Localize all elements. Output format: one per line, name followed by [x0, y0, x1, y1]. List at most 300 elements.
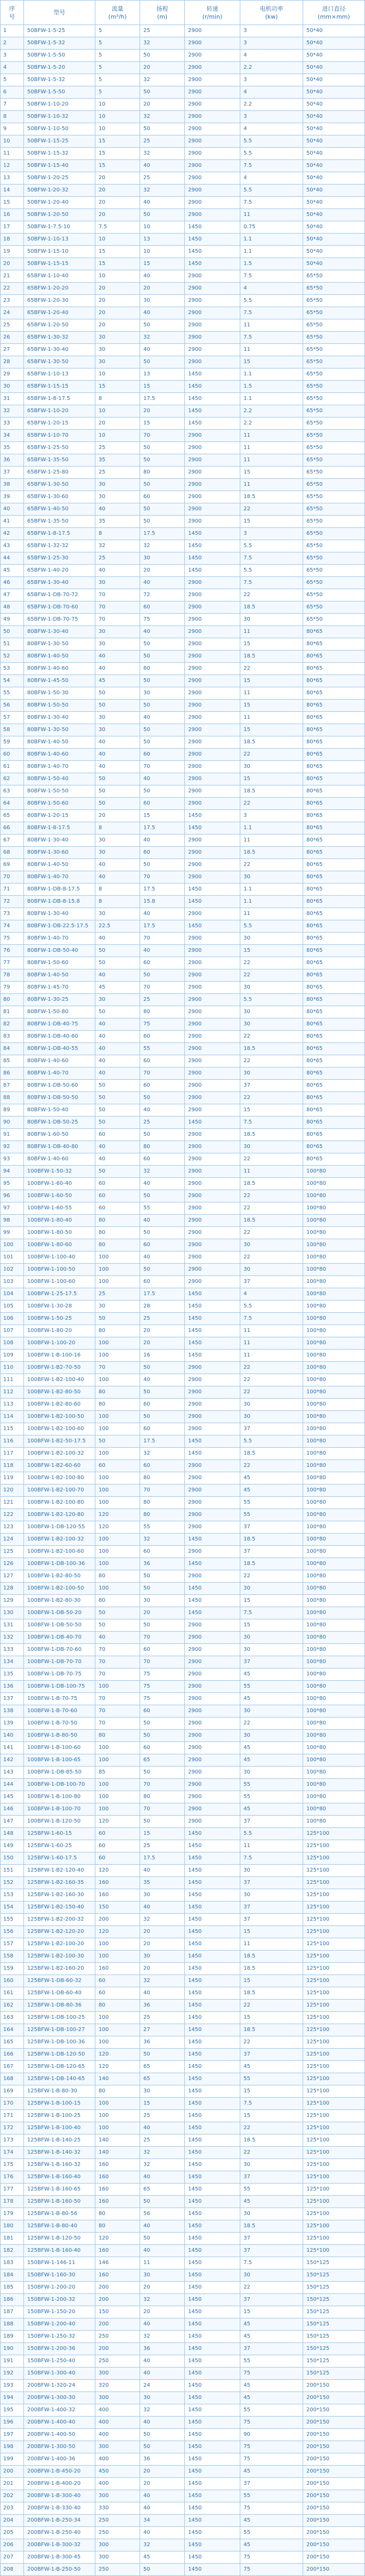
cell-head: 50: [140, 479, 185, 491]
cell-speed: 2900: [185, 761, 240, 773]
cell-speed: 1450: [185, 1828, 240, 1840]
table-row: [1, 135, 365, 148]
table-row: [1, 945, 365, 957]
cell-index: 8: [1, 111, 24, 123]
cell-power: 18.5: [240, 1558, 303, 1570]
cell-inlet: 150*125: [303, 2257, 365, 2269]
cell-head: 30: [140, 552, 185, 565]
cell-power: 5.5: [240, 295, 303, 307]
cell-speed: 2900: [185, 1754, 240, 1767]
cell-power: 18.5: [240, 1534, 303, 1546]
cell-inlet: 125*100: [303, 2122, 365, 2134]
cell-speed: 1450: [185, 2282, 240, 2294]
cell-inlet: 100*80: [303, 1509, 365, 1521]
cell-model: 125BFW-1-B-100-25: [24, 2110, 95, 2122]
cell-speed: 1450: [185, 2269, 240, 2282]
cell-head: 50: [140, 969, 185, 982]
cell-index: 86: [1, 1068, 24, 1080]
table-row: [1, 1153, 365, 1166]
cell-index: 28: [1, 356, 24, 368]
cell-model: 125BFW-1-B-120-50: [24, 2233, 95, 2245]
cell-model: 125BFW-1-DB-120-65: [24, 2061, 95, 2073]
cell-head: 50: [140, 2564, 185, 2576]
cell-power: 30: [240, 1264, 303, 1276]
cell-power: 30: [240, 761, 303, 773]
cell-inlet: 65*50: [303, 601, 365, 614]
cell-flow: 30: [95, 712, 140, 724]
cell-model: 65BFW-1-10-20: [24, 405, 95, 418]
cell-speed: 2900: [185, 651, 240, 663]
cell-head: 30: [140, 2392, 185, 2404]
table-row: [1, 1583, 365, 1595]
cell-speed: 2900: [185, 871, 240, 884]
cell-head: 75: [140, 1681, 185, 1693]
cell-flow: 30: [95, 577, 140, 589]
table-row: [1, 1619, 365, 1632]
cell-inlet: 100*80: [303, 1435, 365, 1448]
cell-inlet: 125*100: [303, 2159, 365, 2171]
cell-model: 125BFW-1-B2-100-30: [24, 1951, 95, 1963]
cell-index: 188: [1, 2318, 24, 2331]
cell-power: 15: [240, 773, 303, 785]
cell-index: 153: [1, 1889, 24, 1901]
cell-index: 46: [1, 577, 24, 589]
cell-speed: 1450: [185, 552, 240, 565]
cell-head: 36: [140, 2453, 185, 2466]
cell-index: 88: [1, 1092, 24, 1104]
cell-model: 100BFW-1-B2-100-80: [24, 1497, 95, 1509]
cell-speed: 1450: [185, 2220, 240, 2233]
cell-power: 7.5: [240, 2098, 303, 2110]
cell-model: 50BFW-1-10-13: [24, 234, 95, 246]
cell-flow: 40: [95, 859, 140, 871]
table-row: [1, 1374, 365, 1386]
cell-inlet: 50*40: [303, 123, 365, 135]
cell-inlet: 80*65: [303, 957, 365, 969]
table-row: [1, 2085, 365, 2098]
cell-speed: 1450: [185, 2012, 240, 2024]
cell-power: 15: [240, 2012, 303, 2024]
cell-power: 4: [240, 283, 303, 295]
cell-model: 125BFW-1-B2-160-30: [24, 1889, 95, 1901]
cell-power: 7.5: [240, 1117, 303, 1129]
cell-speed: 2900: [185, 184, 240, 197]
cell-power: 7.5: [240, 1607, 303, 1619]
table-row: [1, 1227, 365, 1239]
cell-index: 36: [1, 454, 24, 467]
cell-head: 40: [140, 2417, 185, 2429]
cell-flow: 100: [95, 1472, 140, 1484]
cell-model: 100BFW-1-B2-100-70: [24, 1484, 95, 1497]
cell-model: 50BFW-1-5-32: [24, 37, 95, 50]
table-row: [1, 1043, 365, 1055]
cell-index: 17: [1, 221, 24, 234]
cell-inlet: 50*40: [303, 221, 365, 234]
table-row: [1, 773, 365, 785]
cell-model: 100BFW-1-B-100-80: [24, 1791, 95, 1803]
cell-head: 25: [140, 2110, 185, 2122]
cell-flow: 8: [95, 393, 140, 405]
cell-flow: 50: [95, 700, 140, 712]
cell-flow: 10: [95, 111, 140, 123]
cell-flow: 30: [95, 847, 140, 859]
cell-head: 15: [140, 810, 185, 822]
cell-speed: 1450: [185, 1583, 240, 1595]
cell-index: 141: [1, 1742, 24, 1754]
cell-speed: 2900: [185, 773, 240, 785]
cell-power: 1.5: [240, 258, 303, 270]
cell-index: 182: [1, 2245, 24, 2257]
cell-power: 37: [240, 2049, 303, 2061]
cell-power: 7.5: [240, 1852, 303, 1865]
cell-head: 50: [140, 736, 185, 749]
table-row: [1, 626, 365, 638]
cell-speed: 1450: [185, 2049, 240, 2061]
cell-power: 22: [240, 663, 303, 675]
table-row: [1, 614, 365, 626]
cell-head: 25: [140, 2012, 185, 2024]
cell-head: 16: [140, 1350, 185, 1362]
cell-inlet: 80*65: [303, 626, 365, 638]
cell-inlet: 150*125: [303, 2294, 365, 2306]
cell-speed: 1450: [185, 2380, 240, 2392]
cell-inlet: 200*150: [303, 2417, 365, 2429]
cell-flow: 50: [95, 1104, 140, 1117]
cell-inlet: 125*100: [303, 2098, 365, 2110]
cell-model: 100BFW-1-DB-100-36: [24, 1558, 95, 1570]
cell-head: 40: [140, 1215, 185, 1227]
cell-inlet: 65*50: [303, 577, 365, 589]
cell-speed: 1450: [185, 1435, 240, 1448]
table-row: [1, 2355, 365, 2368]
cell-power: 22: [240, 1718, 303, 1730]
cell-model: 200BFW-1-300-50: [24, 2441, 95, 2453]
cell-speed: 2900: [185, 1509, 240, 1521]
cell-inlet: 150*125: [303, 2269, 365, 2282]
cell-speed: 1450: [185, 258, 240, 270]
cell-power: 15: [240, 1104, 303, 1117]
cell-speed: 1450: [185, 246, 240, 258]
cell-speed: 1450: [185, 2331, 240, 2343]
cell-speed: 2900: [185, 344, 240, 356]
cell-index: 35: [1, 442, 24, 454]
cell-inlet: 100*80: [303, 1668, 365, 1681]
cell-flow: 200: [95, 2318, 140, 2331]
cell-inlet: 100*80: [303, 1754, 365, 1767]
cell-flow: 250: [95, 2355, 140, 2368]
cell-index: 109: [1, 1350, 24, 1362]
cell-speed: 1450: [185, 2196, 240, 2208]
cell-flow: 50: [95, 1607, 140, 1619]
cell-speed: 1450: [185, 2233, 240, 2245]
cell-power: 5.5: [240, 1435, 303, 1448]
cell-model: 125BFW-1-B-80-40: [24, 2220, 95, 2233]
cell-head: 50: [140, 1730, 185, 1742]
cell-flow: 80: [95, 2208, 140, 2220]
cell-inlet: 125*100: [303, 1877, 365, 1889]
table-row: [1, 99, 365, 111]
cell-model: 50BFW-1-20-25: [24, 172, 95, 184]
cell-power: 45: [240, 2466, 303, 2478]
cell-head: 17.5: [140, 920, 185, 933]
cell-speed: 2900: [185, 332, 240, 344]
cell-power: 22: [240, 798, 303, 810]
cell-model: 80BFW-1-40-50: [24, 736, 95, 749]
cell-inlet: 100*80: [303, 1656, 365, 1668]
cell-inlet: 100*80: [303, 1607, 365, 1619]
cell-head: 36: [140, 2343, 185, 2355]
cell-inlet: 100*80: [303, 1276, 365, 1288]
cell-head: 65: [140, 2073, 185, 2085]
cell-flow: 100: [95, 1534, 140, 1546]
cell-speed: 1450: [185, 2110, 240, 2122]
cell-model: 100BFW-1-DB-70-60: [24, 1644, 95, 1656]
cell-speed: 2900: [185, 1190, 240, 1202]
table-row: [1, 1546, 365, 1558]
cell-inlet: 80*65: [303, 1129, 365, 1141]
cell-index: 156: [1, 1926, 24, 1938]
cell-speed: 2900: [185, 1178, 240, 1190]
cell-power: 18.5: [240, 1448, 303, 1460]
cell-model: 65BFW-1-25-30: [24, 552, 95, 565]
cell-inlet: 65*50: [303, 491, 365, 503]
cell-inlet: 65*50: [303, 528, 365, 540]
cell-index: 106: [1, 1313, 24, 1325]
cell-inlet: 150*125: [303, 2331, 365, 2343]
cell-power: 11: [240, 712, 303, 724]
cell-head: 70: [140, 1803, 185, 1816]
cell-index: 200: [1, 2466, 24, 2478]
table-row: [1, 2269, 365, 2282]
cell-index: 173: [1, 2134, 24, 2147]
cell-index: 30: [1, 381, 24, 393]
table-row: [1, 736, 365, 749]
cell-speed: 2900: [185, 467, 240, 479]
cell-speed: 1450: [185, 565, 240, 577]
cell-inlet: 150*125: [303, 2306, 365, 2318]
cell-model: 80BFW-1-40-60: [24, 749, 95, 761]
cell-flow: 80: [95, 2000, 140, 2012]
table-row: [1, 86, 365, 99]
cell-head: 65: [140, 1754, 185, 1767]
cell-power: 11: [240, 442, 303, 454]
cell-index: 79: [1, 982, 24, 994]
cell-flow: 80: [95, 1239, 140, 1251]
cell-flow: 50: [95, 773, 140, 785]
cell-index: 139: [1, 1718, 24, 1730]
cell-inlet: 50*40: [303, 234, 365, 246]
cell-speed: 2900: [185, 1043, 240, 1055]
cell-head: 32: [140, 1448, 185, 1460]
cell-index: 143: [1, 1767, 24, 1779]
cell-inlet: 50*40: [303, 160, 365, 172]
cell-speed: 2900: [185, 1497, 240, 1509]
cell-head: 55: [140, 1043, 185, 1055]
cell-model: 100BFW-1-B2-100-80: [24, 1472, 95, 1484]
cell-flow: 100: [95, 1350, 140, 1362]
cell-power: 15: [240, 945, 303, 957]
cell-model: 100BFW-1-60-40: [24, 1178, 95, 1190]
cell-index: 201: [1, 2478, 24, 2490]
cell-flow: 250: [95, 2515, 140, 2527]
cell-head: 75: [140, 614, 185, 626]
cell-head: 10: [140, 246, 185, 258]
cell-model: 100BFW-1-B2-80-30: [24, 1595, 95, 1607]
cell-model: 200BFW-1-B-450-20: [24, 2466, 95, 2478]
cell-power: 18.5: [240, 491, 303, 503]
table-row: [1, 2208, 365, 2220]
cell-model: 100BFW-1-DB-50-20: [24, 1607, 95, 1619]
cell-index: 108: [1, 1337, 24, 1350]
cell-speed: 2900: [185, 479, 240, 491]
cell-model: 150BFW-1-250-40: [24, 2355, 95, 2368]
cell-flow: 100: [95, 1251, 140, 1264]
cell-index: 45: [1, 565, 24, 577]
cell-inlet: 100*80: [303, 1166, 365, 1178]
cell-speed: 1450: [185, 1350, 240, 1362]
cell-flow: 8: [95, 528, 140, 540]
cell-flow: 30: [95, 626, 140, 638]
cell-index: 138: [1, 1705, 24, 1718]
cell-speed: 2900: [185, 1693, 240, 1705]
cell-head: 40: [140, 2502, 185, 2515]
cell-index: 132: [1, 1632, 24, 1644]
cell-index: 197: [1, 2429, 24, 2441]
cell-flow: 30: [95, 638, 140, 651]
cell-power: 1.1: [240, 234, 303, 246]
cell-model: 200BFW-1-B-400-20: [24, 2478, 95, 2490]
cell-speed: 1450: [185, 810, 240, 822]
cell-inlet: 80*65: [303, 1153, 365, 1166]
cell-speed: 1450: [185, 1607, 240, 1619]
cell-head: 72: [140, 589, 185, 601]
cell-speed: 2900: [185, 908, 240, 920]
cell-model: 125BFW-1-DB-60-40: [24, 1987, 95, 2000]
cell-power: 37: [240, 1656, 303, 1668]
cell-model: 200BFW-1-B-300-32: [24, 2539, 95, 2551]
cell-power: 15: [240, 1595, 303, 1607]
cell-model: 80BFW-1-50-50: [24, 785, 95, 798]
cell-head: 32: [140, 1534, 185, 1546]
table-row: [1, 1448, 365, 1460]
table-row: [1, 1509, 365, 1521]
cell-flow: 200: [95, 2282, 140, 2294]
cell-inlet: 125*100: [303, 1865, 365, 1877]
header-label: 型号: [53, 9, 66, 16]
table-row: [1, 1350, 365, 1362]
cell-inlet: 100*80: [303, 1190, 365, 1202]
cell-power: 5.5: [240, 1301, 303, 1313]
cell-inlet: 200*150: [303, 2502, 365, 2515]
cell-model: 80BFW-1-40-50: [24, 859, 95, 871]
table-row: [1, 1951, 365, 1963]
cell-index: 171: [1, 2110, 24, 2122]
cell-flow: 100: [95, 1558, 140, 1570]
cell-inlet: 65*50: [303, 614, 365, 626]
table-row: [1, 920, 365, 933]
cell-inlet: 200*150: [303, 2478, 365, 2490]
cell-index: 180: [1, 2220, 24, 2233]
cell-model: 150BFW-1-200-32: [24, 2294, 95, 2306]
cell-head: 20: [140, 1938, 185, 1951]
cell-flow: 160: [95, 2159, 140, 2171]
cell-speed: 2900: [185, 454, 240, 467]
cell-head: 50: [140, 1129, 185, 1141]
cell-inlet: 80*65: [303, 1055, 365, 1068]
cell-flow: 22.5: [95, 920, 140, 933]
cell-flow: 150: [95, 2306, 140, 2318]
cell-model: 80BFW-1-45-50: [24, 675, 95, 687]
cell-head: 17.5: [140, 1288, 185, 1301]
cell-flow: 200: [95, 2294, 140, 2306]
cell-flow: 100: [95, 1423, 140, 1435]
table-row: [1, 356, 365, 368]
cell-power: 11: [240, 430, 303, 442]
cell-index: 54: [1, 675, 24, 687]
cell-flow: 100: [95, 2036, 140, 2049]
cell-head: 60: [140, 1055, 185, 1068]
table-row: [1, 933, 365, 945]
cell-speed: 2900: [185, 1276, 240, 1288]
cell-model: 65BFW-1-10-13: [24, 368, 95, 381]
cell-power: 55: [240, 1509, 303, 1521]
cell-speed: 2900: [185, 1018, 240, 1031]
cell-model: 150BFW-1-150-20: [24, 2306, 95, 2318]
cell-head: 30: [140, 1951, 185, 1963]
cell-inlet: 65*50: [303, 454, 365, 467]
cell-index: 192: [1, 2368, 24, 2380]
cell-flow: 20: [95, 307, 140, 319]
cell-power: 11: [240, 1325, 303, 1337]
cell-power: 7.5: [240, 552, 303, 565]
cell-speed: 1450: [185, 2539, 240, 2551]
table-row: [1, 1742, 365, 1754]
header-head: [140, 1, 185, 25]
cell-inlet: 80*65: [303, 994, 365, 1006]
cell-index: 164: [1, 2024, 24, 2036]
table-row: [1, 2196, 365, 2208]
cell-power: 45: [240, 1754, 303, 1767]
table-row: [1, 1521, 365, 1534]
cell-index: 140: [1, 1730, 24, 1742]
cell-head: 40: [140, 773, 185, 785]
cell-model: 65BFW-1-35-50: [24, 454, 95, 467]
cell-index: 165: [1, 2036, 24, 2049]
cell-index: 50: [1, 626, 24, 638]
cell-power: 18.5: [240, 1215, 303, 1227]
cell-index: 68: [1, 847, 24, 859]
cell-flow: 50: [95, 1092, 140, 1104]
cell-flow: 25: [95, 467, 140, 479]
table-row: [1, 1166, 365, 1178]
cell-index: 5: [1, 74, 24, 86]
cell-flow: 30: [95, 332, 140, 344]
cell-power: 3: [240, 111, 303, 123]
cell-head: 32: [140, 184, 185, 197]
cell-speed: 2900: [185, 503, 240, 516]
cell-head: 17.5: [140, 884, 185, 896]
table-row: [1, 2110, 365, 2122]
cell-index: 189: [1, 2331, 24, 2343]
cell-inlet: 50*40: [303, 148, 365, 160]
cell-inlet: 200*150: [303, 2515, 365, 2527]
cell-power: 37: [240, 2171, 303, 2184]
cell-head: 50: [140, 123, 185, 135]
cell-model: 80BFW-1-45-70: [24, 982, 95, 994]
cell-flow: 60: [95, 1987, 140, 2000]
cell-model: 65BFW-1-10-70: [24, 430, 95, 442]
cell-power: 22: [240, 1374, 303, 1386]
